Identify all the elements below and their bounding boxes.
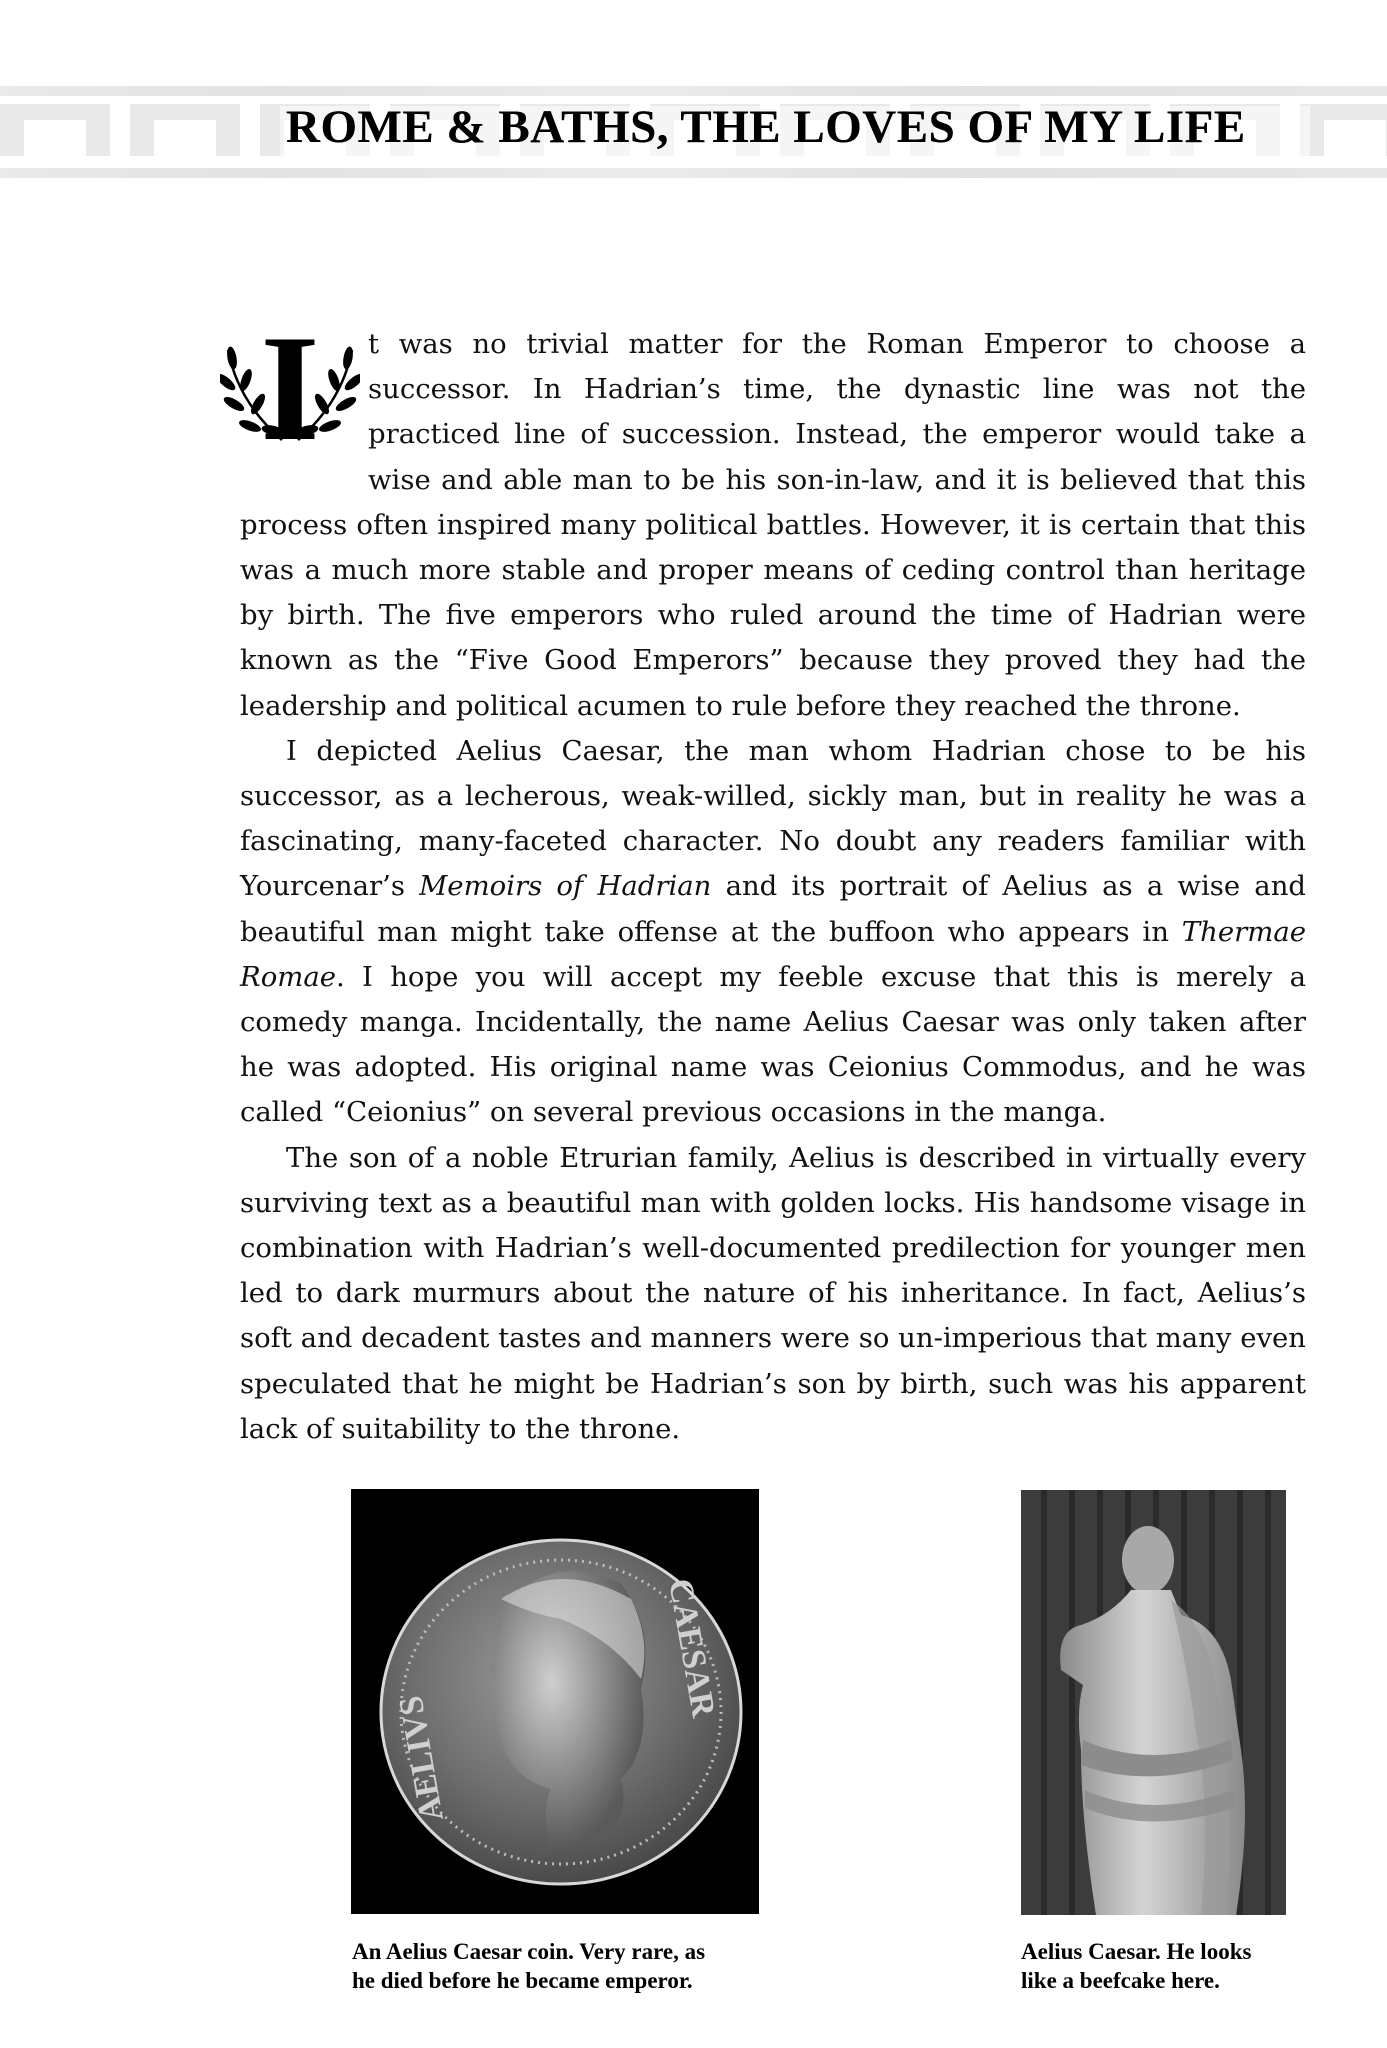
dropcap-letter: I [260,304,320,472]
coin-inscription-left: AELIVS [392,1692,451,1825]
paragraph-2-text-b: and its portrait of Aelius as a wise and beautiful man might take offense at the buffoon who appears in [240,870,1307,948]
article-body [240,304,1307,1452]
paragraph-2 [240,729,1306,1136]
header-border-top [0,86,1387,96]
paragraph-3: The son of a noble Etrurian family, Aelius is described in virtually every surviving text as a beautiful man with golden locks. His handsome visage in combination with Hadrian’s well-documented predilection for younger men led to dark murmurs about the nature of his inheritance. In fact, Aelius’s soft and decadent tastes and manners were so un-imperious that many even speculated that he might be Hadrian’s son by birth, such was his apparent lack of suitability to the throne. [240,1141,1306,1445]
book-title-thermae-romae: Thermae Romae [240,915,1306,993]
coin-image [351,1489,759,1914]
header-border-bottom [0,168,1387,178]
coin-inscription-right: CAESAR [661,1575,722,1721]
paragraph-2-text-a: I depicted Aelius Caesar, the man whom Hadrian chose to be his successor, as a lecherous, weak-willed, sickly man, but in reality he was a fascinating, many-faceted character. No doubt any readers familiar with Yourcenar’s [240,734,1306,903]
statue-photo [1021,1490,1286,1915]
coin-photo [351,1489,759,1914]
coin-caption-line-2: he died before he became emperor. [352,1968,693,1993]
dropcap [220,304,360,472]
paragraph-1-text: t was no trivial matter for the Roman Emperor to choose a successor. In Hadrian’s time, the dynastic line was not the practiced line of succession. Instead, the emperor would take a wise and able man to be his son-in-law, and it is believed that this process often inspired many political battles. However, it is certain that this was a much more stable and proper means of ceding control than heritage by birth. The five emperors who ruled around the time of Hadrian were known as the “Five Good Emperors” because they proved they had the leadership and political acumen to rule before they reached the throne. [240,328,1306,722]
book-title-memoirs-of-hadrian: Memoirs of Hadrian [419,870,712,903]
paragraph-1 [240,304,1306,729]
statue-caption [1021,1937,1321,1995]
coin-caption [352,1937,772,1995]
paragraph-2-text-c: . I hope you will accept my feeble excuse that this is merely a comedy manga. Incidentally, the name Aelius Caesar was only taken after he was adopted. His original name was Ceionius Commodus, and he was called “Ceionius” on several previous occasions in the manga. [240,960,1306,1129]
page-title: ROME & BATHS, THE LOVES OF MY LIFE [286,101,1246,153]
statue-caption-line-2: like a beefcake here. [1021,1968,1220,1993]
statue-caption-line-1: Aelius Caesar. He looks [1021,1939,1252,1964]
statue-image [1021,1490,1286,1915]
coin-caption-line-1: An Aelius Caesar coin. Very rare, as [352,1939,706,1964]
